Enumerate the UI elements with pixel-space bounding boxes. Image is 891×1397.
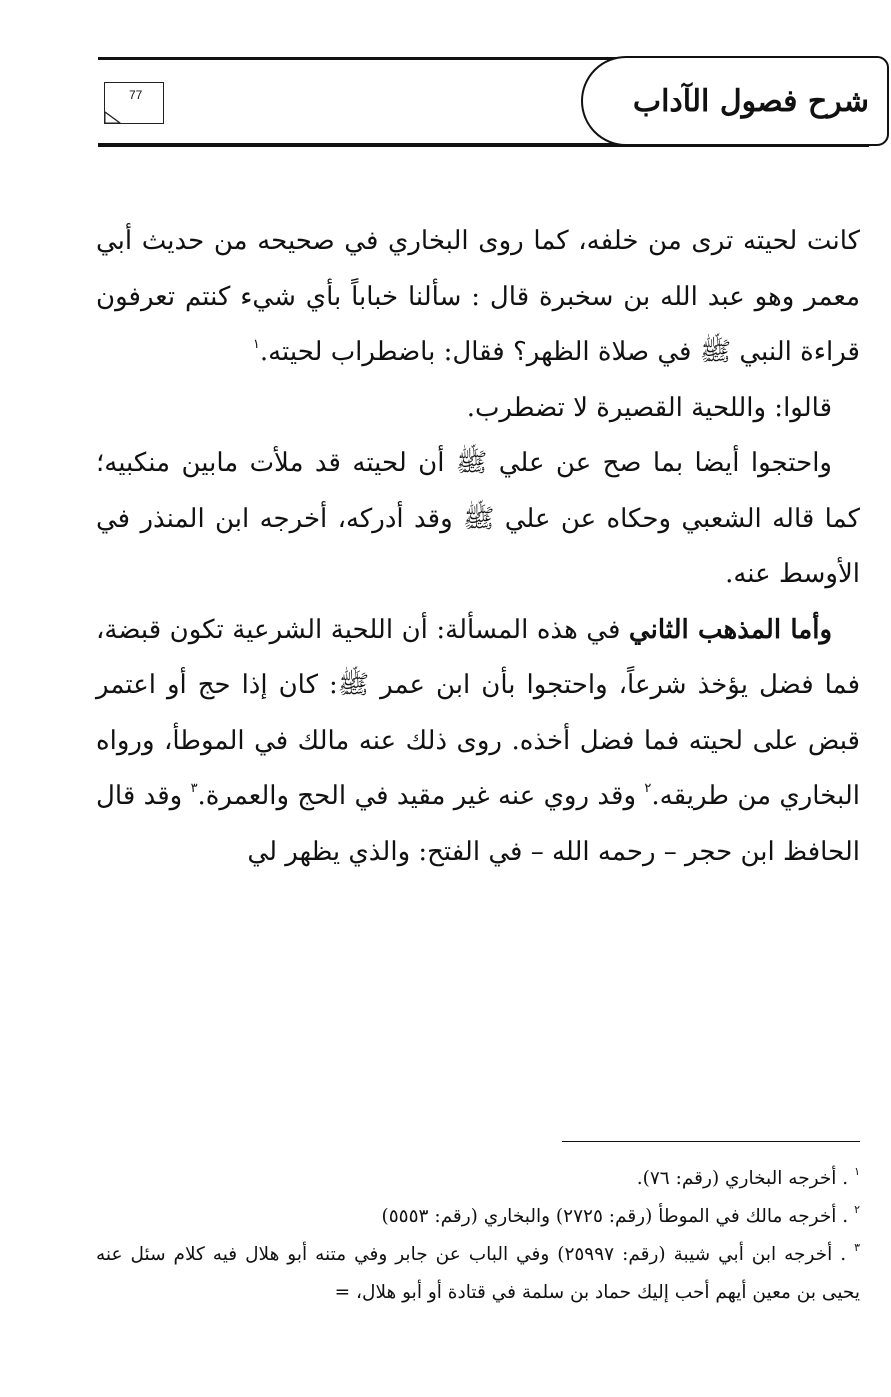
page-curl-icon	[104, 108, 124, 124]
paragraph-2: قالوا: واللحية القصيرة لا تضطرب.	[466, 392, 832, 423]
running-title: شرح فصول الآداب	[632, 83, 869, 119]
footnote-separator	[562, 1141, 860, 1142]
running-title-frame	[581, 56, 889, 146]
bold-heading-phrase: وأما المذهب الثاني	[628, 614, 832, 645]
page-number: 77	[129, 88, 143, 102]
main-text	[96, 214, 860, 880]
footnote-ref-3: ٣	[190, 781, 198, 796]
footnote-3: $^٣$ . أخرجه ابن أبي شيبة (رقم: ٢٥٩٩٧) وفي الباب عن جابر وفي متنه أبو هلال فيه كلام سئل عنه يحيى بن معين أيهم أحب إليك حماد بن سلمة في قتادة أو أبو هلال، =	[96, 1241, 860, 1303]
paragraph-4: وأما المذهب الثاني في هذه المسألة: أن اللحية الشرعية تكون قبضة، فما فضل يؤخذ شرعاً، واحتجوا بأن ابن عمر ﷺ: كان إذا حج أو اعتمر قبض على لحيته فما فضل أخذه. روى ذلك عنه مالك في الموطأ، ورواه البخاري من طريقه.$^٢$ وقد روي عنه غير مقيد في الحج والعمرة.$^٣$ وقد قال الحافظ ابن حجر – رحمه الله – في الفتح: والذي يظهر لي	[96, 614, 860, 867]
footnote-2: $^٢$ . أخرجه مالك في الموطأ (رقم: ٢٧٢٥) والبخاري (رقم: ٥٥٥٣)	[381, 1203, 860, 1227]
footnote-ref-2: ٢	[644, 781, 652, 796]
page-number-box	[104, 82, 164, 124]
paragraph-3: واحتجوا أيضا بما صح عن علي ﷺ أن لحيته قد ملأت مابين منكبيه؛ كما قاله الشعبي وحكاه عن علي ﷺ وقد أدركه، أخرجه ابن المنذر في الأوسط عنه.	[96, 448, 860, 589]
footnote-ref-1: ١	[252, 337, 260, 352]
paragraph-1: كانت لحيته ترى من خلفه، كما روى البخاري في صحيحه من حديث أبي معمر وهو عبد الله بن سخبرة قال : سألنا خباباً بأي شيء كنتم تعرفون قراءة النبي ﷺ في صلاة الظهر؟ فقال: باضطراب لحيته.$^١$	[96, 226, 860, 367]
footnotes	[96, 1160, 860, 1312]
footnote-1: $^١$ . أخرجه البخاري (رقم: ٧٦).	[636, 1165, 860, 1189]
